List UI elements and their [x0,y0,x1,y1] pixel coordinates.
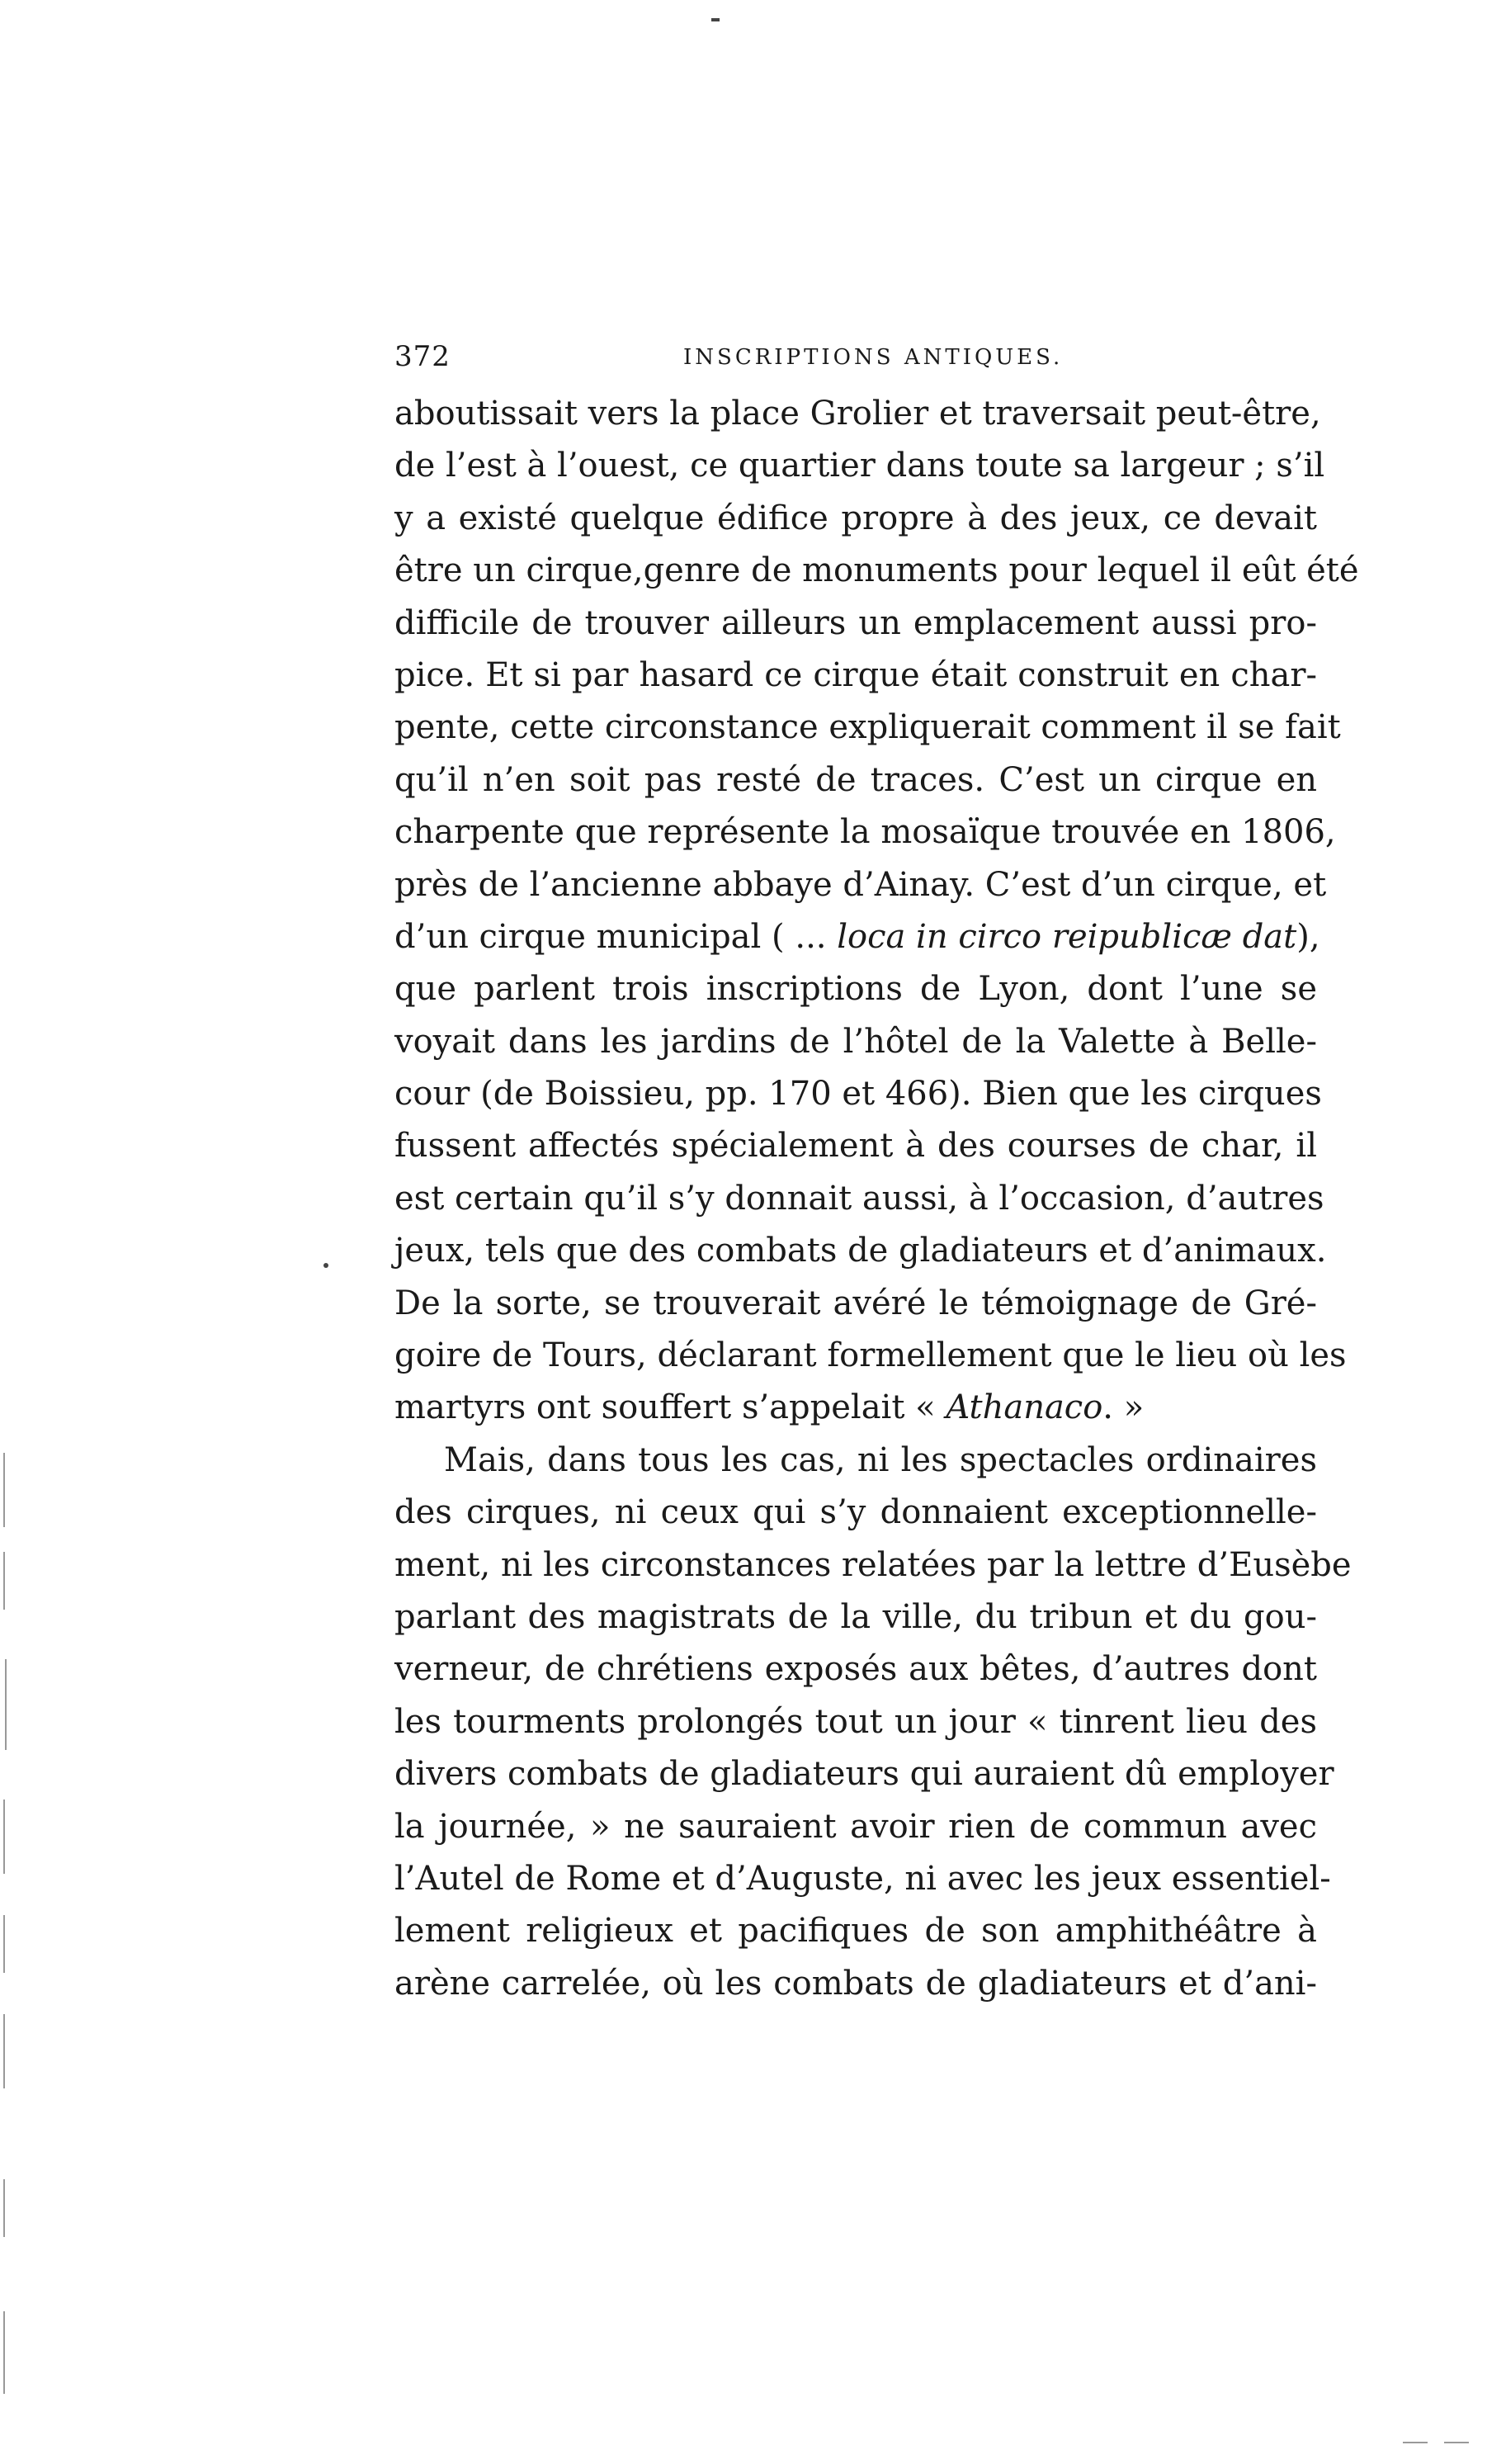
scan-mark [1444,2442,1469,2443]
text-line [394,1068,1322,1120]
text-span: ment, ni les circonstances relatées par la lettre d’Eusèbe [394,1545,1352,1584]
text-span: de l’est à l’ouest, ce quartier dans toute sa largeur ; s’il [394,447,1325,485]
text-line [394,545,1359,597]
text-line [394,1539,1352,1591]
scan-mark [1403,2442,1428,2443]
text-line [394,388,1321,440]
text-span: difficile de trouver ailleurs un emplacement aussi pro- [394,603,1317,642]
text-line [394,1435,1317,1487]
text-span: d’un cirque municipal ( ... [394,917,838,956]
text-line [394,1591,1317,1643]
text-line [394,1958,1317,2010]
text-span: pente, cette circonstance expliquerait comment il se fait [394,708,1341,747]
text-span: cour (de Boissieu, pp. 170 et 466). Bien que les cirques [394,1075,1322,1114]
text-span: charpente que représente la mosaïque trouvée en 1806, [394,813,1336,852]
scan-mark [711,18,720,21]
margin-rule [3,2179,5,2237]
text-line [394,598,1317,650]
text-line [394,859,1327,911]
text-span: est certain qu’il s’y donnait aussi, à l’occasion, d’autres [394,1179,1324,1218]
text-line [394,440,1325,492]
text-line [394,1278,1317,1330]
text-span: pice. Et si par hasard ce cirque était construit en char- [394,655,1317,694]
text-line [394,754,1317,806]
text-span: fussent affectés spécialement à des courses de char, il [394,1127,1317,1166]
text-line [394,1696,1317,1748]
text-span: aboutissait vers la place Grolier et traversait peut-être, [394,395,1321,433]
text-span: l’Autel de Rome et d’Auguste, ni avec les jeux essentiel- [394,1859,1331,1898]
text-span: être un cirque,genre de monuments pour lequel il eût été [394,551,1359,590]
text-span: les tourments prolongés tout un jour « tinrent lieu des [394,1702,1317,1741]
text-line [394,1905,1317,1957]
text-line [394,1225,1327,1277]
text-span: que parlent trois inscriptions de Lyon, dont l’une se [394,970,1317,1009]
scan-mark [323,1263,328,1268]
text-span: . » [1102,1388,1145,1427]
text-span: lement religieux et pacifiques de son amphithéâtre à [394,1912,1317,1951]
text-line [394,1330,1347,1382]
text-line [394,493,1317,545]
text-span: De la sorte, se trouverait avéré le témoignage de Gré- [394,1284,1317,1322]
text-span: qu’il n’en soit pas resté de traces. C’est un cirque en [394,760,1317,799]
margin-rule [3,1800,5,1874]
margin-rule [3,2014,5,2088]
text-span: parlant des magistrats de la ville, du tribun et du gou- [394,1597,1317,1636]
text-line [394,1120,1317,1172]
margin-rule [5,1659,7,1750]
text-line [394,1748,1334,1800]
margin-rule [3,2311,5,2394]
text-line [394,1801,1317,1853]
margin-rule [3,1552,5,1610]
page-number: 372 [394,340,451,373]
text-line [394,1643,1317,1695]
italic-text: loca in circo reipublicæ dat [837,917,1297,956]
text-line [394,650,1317,702]
body-text [394,388,1359,2010]
text-line [394,911,1320,963]
text-line [394,1016,1317,1068]
text-span: près de l’ancienne abbaye d’Ainay. C’est d’un cirque, et [394,865,1327,904]
text-line [394,806,1336,858]
text-span: arène carrelée, où les combats de gladiateurs et d’ani- [394,1964,1317,2003]
text-span: voyait dans les jardins de l’hôtel de la Valette à Belle- [394,1022,1317,1061]
text-line [394,1853,1331,1905]
text-span: la journée, » ne sauraient avoir rien de commun avec [394,1807,1317,1846]
text-span: verneur, de chrétiens exposés aux bêtes, d’autres dont [394,1650,1317,1689]
text-line [394,963,1317,1015]
text-line [394,1382,1317,1434]
text-span: jeux, tels que des combats de gladiateurs et d’animaux. [394,1232,1327,1270]
text-line [394,1487,1317,1539]
text-line [394,702,1341,754]
running-title: INSCRIPTIONS ANTIQUES. [683,345,1064,370]
text-span: Mais, dans tous les cas, ni les spectacles ordinaires [444,1440,1317,1479]
text-span: martyrs ont souffert s’appelait « [394,1388,946,1427]
text-span: goire de Tours, déclarant formellement que le lieu où les [394,1336,1347,1375]
text-span: des cirques, ni ceux qui s’y donnaient exceptionnelle- [394,1493,1317,1532]
text-span: divers combats de gladiateurs qui auraient dû employer [394,1755,1334,1794]
text-line [394,1173,1324,1225]
margin-rule [3,1915,5,1973]
text-span: ), [1296,917,1320,956]
text-span: y a existé quelque édifice propre à des jeux, ce devait [394,499,1317,537]
italic-text: Athanaco [946,1388,1103,1427]
margin-rule [3,1453,5,1527]
page-header [394,340,1319,381]
